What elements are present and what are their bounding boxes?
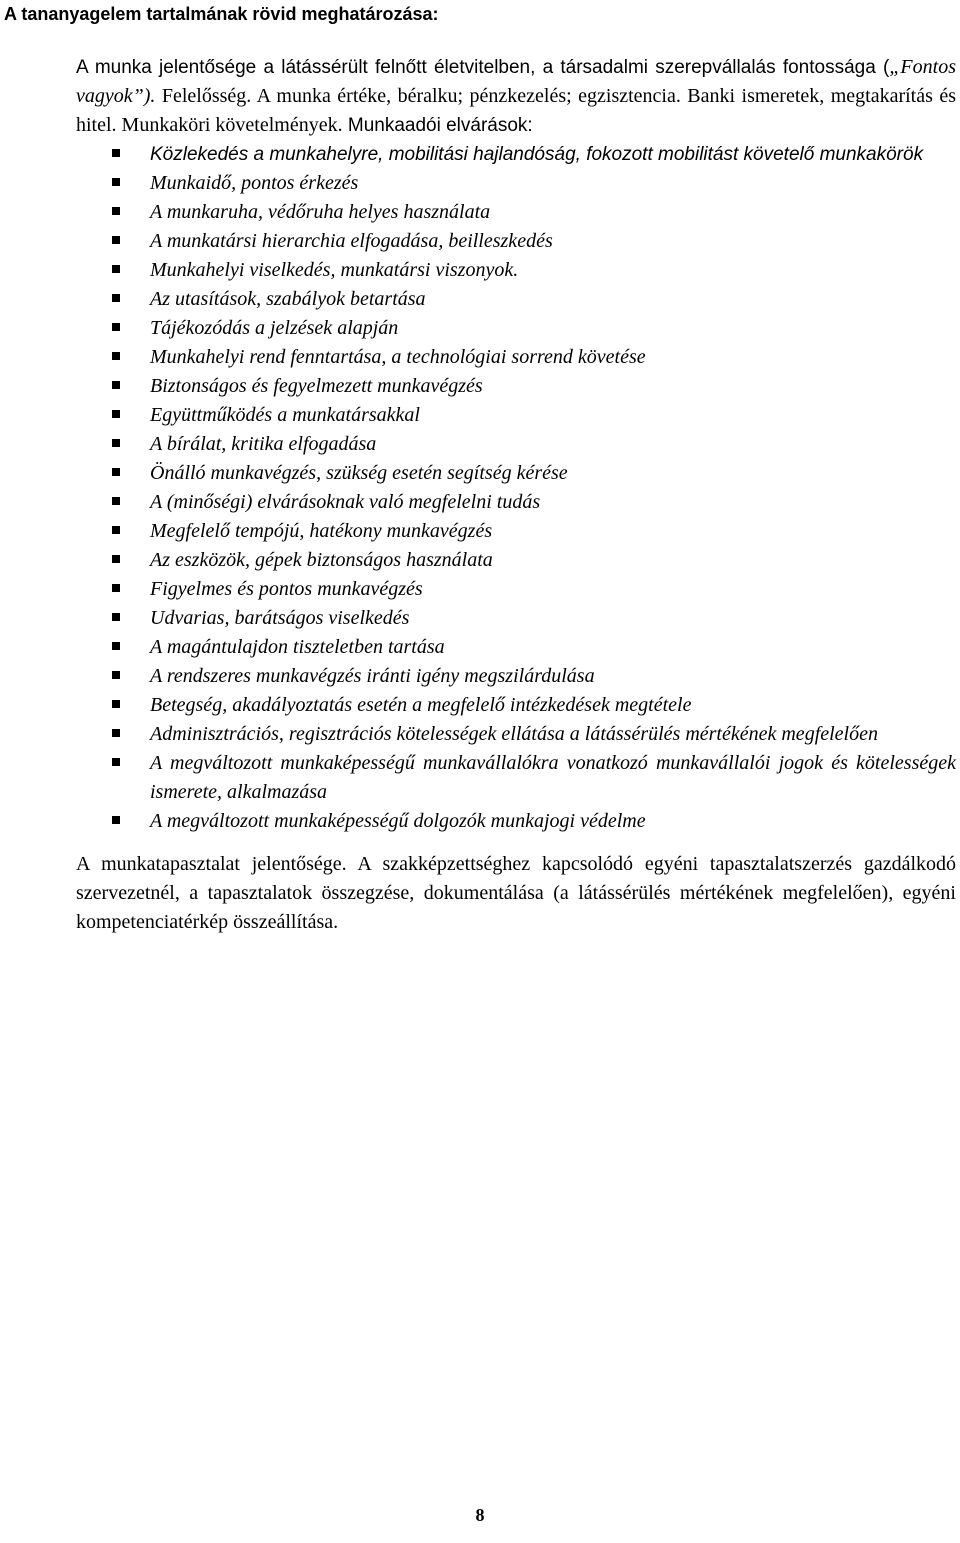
square-bullet-icon	[112, 584, 120, 592]
list-item: A munkatársi hierarchia elfogadása, beilleszkedés	[76, 227, 956, 256]
square-bullet-icon	[112, 729, 120, 737]
page-number: 8	[475, 1505, 485, 1525]
square-bullet-icon	[112, 236, 120, 244]
square-bullet-icon	[112, 352, 120, 360]
list-item: Megfelelő tempójú, hatékony munkavégzés	[76, 517, 956, 546]
square-bullet-icon	[112, 816, 120, 824]
work-experience-paragraph: A munkatapasztalat jelentősége. A szakképzettséghez kapcsolódó egyéni tapasztalatszerzés gazdálkodó szervezetnél, a tapasztalatok összegzése, dokumentálása (a látássérülés mértékének megfelelően), egyéni kompetenciatérkép összeállítása.	[76, 853, 956, 933]
list-item: A megváltozott munkaképességű dolgozók munkajogi védelme	[76, 807, 956, 836]
square-bullet-icon	[112, 323, 120, 331]
square-bullet-icon	[112, 642, 120, 650]
square-bullet-icon	[112, 149, 120, 157]
square-bullet-icon	[112, 439, 120, 447]
list-item: Udvarias, barátságos viselkedés	[76, 604, 956, 633]
square-bullet-icon	[112, 265, 120, 273]
list-item: Együttműködés a munkatársakkal	[76, 401, 956, 430]
square-bullet-icon	[112, 758, 120, 766]
intro-text-part2: Felelősség. A munka értéke, béralku; pénzkezelés; egzisztencia. Banki ismeretek, megtakarítás és hitel. Munkaköri követelmények.	[76, 85, 956, 136]
list-item: A munkaruha, védőruha helyes használata	[76, 198, 956, 227]
list-item: Adminisztrációs, regisztrációs kötelességek ellátása a látássérülés mértékének megfelelően	[76, 720, 956, 749]
list-item: Munkaidő, pontos érkezés	[76, 169, 956, 198]
square-bullet-icon	[112, 497, 120, 505]
square-bullet-icon	[112, 613, 120, 621]
list-item: A rendszeres munkavégzés iránti igény megszilárdulása	[76, 662, 956, 691]
employer-expectations-list	[76, 140, 956, 836]
list-item: Önálló munkavégzés, szükség esetén segítség kérése	[76, 459, 956, 488]
square-bullet-icon	[112, 410, 120, 418]
square-bullet-icon	[112, 671, 120, 679]
list-item: Tájékozódás a jelzések alapján	[76, 314, 956, 343]
page-title: A tananyagelem tartalmának rövid meghatározása:	[4, 4, 439, 24]
list-item: Közlekedés a munkahelyre, mobilitási hajlandóság, fokozott mobilitást követelő munkakörök	[76, 140, 956, 169]
list-item: Biztonságos és fegyelmezett munkavégzés	[76, 372, 956, 401]
square-bullet-icon	[112, 381, 120, 389]
list-item: A bírálat, kritika elfogadása	[76, 430, 956, 459]
intro-text-part3: Munkaadói elvárások:	[342, 115, 533, 136]
square-bullet-icon	[112, 178, 120, 186]
intro-paragraph	[76, 53, 956, 140]
intro-text-part1: A munka jelentősége a látássérült felnőtt életvitelben, a társadalmi szerepvállalás fontossága (	[76, 57, 890, 78]
document-body	[76, 53, 956, 937]
square-bullet-icon	[112, 555, 120, 563]
list-item: A (minőségi) elvárásoknak való megfelelni tudás	[76, 488, 956, 517]
square-bullet-icon	[112, 468, 120, 476]
list-item: Betegség, akadályoztatás esetén a megfelelő intézkedések megtétele	[76, 691, 956, 720]
list-item: Az utasítások, szabályok betartása	[76, 285, 956, 314]
square-bullet-icon	[112, 207, 120, 215]
list-item: A magántulajdon tiszteletben tartása	[76, 633, 956, 662]
list-item: Figyelmes és pontos munkavégzés	[76, 575, 956, 604]
square-bullet-icon	[112, 700, 120, 708]
list-item: Munkahelyi rend fenntartása, a technológiai sorrend követése	[76, 343, 956, 372]
intro-text-italic: „Fontos vagyok”).	[76, 56, 956, 107]
square-bullet-icon	[112, 294, 120, 302]
square-bullet-icon	[112, 526, 120, 534]
list-item: A megváltozott munkaképességű munkavállalókra vonatkozó munkavállalói jogok és kötelességek ismerete, alkalmazása	[76, 749, 956, 807]
list-item: Az eszközök, gépek biztonságos használata	[76, 546, 956, 575]
list-item: Munkahelyi viselkedés, munkatársi viszonyok.	[76, 256, 956, 285]
